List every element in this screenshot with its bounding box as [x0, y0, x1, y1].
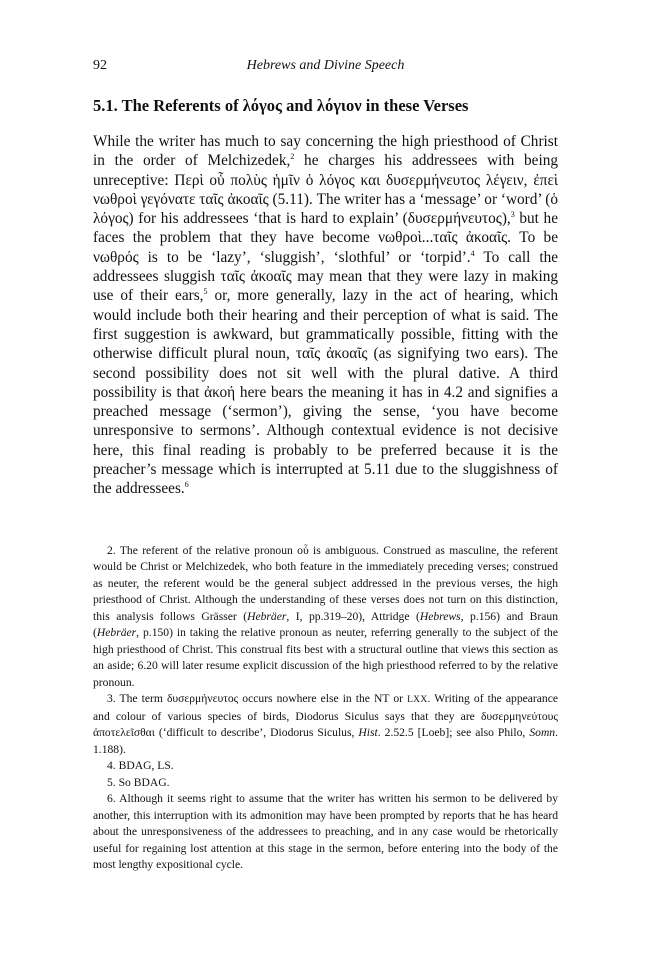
- footnote-text: , p.156) and Braun (: [93, 609, 558, 640]
- running-header: [93, 58, 558, 80]
- page-number: 92: [93, 58, 107, 73]
- footnote-text: , p.150) in taking the relative pronoun as neuter, referring generally to the subject of the high priesthood of Christ. This construal fits best with a structural outline that views this section as an aside; 6.20 will later resume explicit discussion of the high priesthood referred to by the relative pronoun.: [93, 626, 558, 689]
- section-heading: 5.1. The Referents of λόγος and λόγιον in these Verses: [93, 96, 469, 115]
- footnote-italic: Hebräer: [247, 609, 287, 623]
- footnote-text: , I, pp.319–20), Attridge (: [286, 609, 420, 623]
- footnote-italic: Hist: [358, 726, 378, 740]
- footnotes: [93, 543, 558, 874]
- footnote-ref-4: 4: [470, 248, 475, 258]
- footnote-ref-6: 6: [184, 480, 189, 490]
- footnote-4: 4. BDAG, LS.: [107, 759, 174, 773]
- footnote-text: . Writing of the appearance and colour of various species of birds, Diodorus Siculus says that they are δυσερμηνεύτους ἀποτελεῖσθαι (‘difficult to describe’, Diodorus Siculus,: [93, 692, 558, 740]
- body-text: [93, 132, 558, 499]
- body-text-segment: but he faces the problem that they have become νωθροὶ...ταῖς ἀκοαῖς. To be νωθρός is to be ‘lazy’, ‘sluggish’, ‘slothful’ or ‘torpid’.: [93, 210, 558, 266]
- body-text-segment: he charges his addressees with being unreceptive: Περὶ οὗ πολὺς ἡμῖν ὁ λόγος και δυσερμήνευτος λέγειν, ἐπεὶ νωθροὶ γεγόνατε ταῖς ἀκοαῖς (5.11). The writer has a ‘message’ or ‘word’ (ὁ λόγος) for his addressees ‘that is hard to explain’ (δυσερμήνευτος),: [93, 152, 558, 228]
- footnote-2: [93, 543, 558, 692]
- footnote-italic: Hebrews: [419, 609, 461, 623]
- footnote-italic: Somn: [529, 726, 556, 740]
- body-text-segment: While the writer has much to say concerning the high priesthood of Christ in the order of Melchizedek,: [93, 133, 558, 170]
- footnote-ref-2: 2: [290, 152, 295, 162]
- footnote-ref-5: 5: [203, 287, 208, 297]
- body-text-segment: or, more generally, lazy in the act of hearing, which would include both their hearing and their perception of what is said. The first suggestion is awkward, but grammatically possible, fitting with the otherwise difficult plural noun, ταῖς ἀκοαῖς (as signifying two ears). The second possibility does not sit well with the plural dative. A third possibility is that ἀκοή here bears the meaning it has in 4.2 and signifies a preached message (‘sermon’), giving the sense, ‘you have become unresponsive to sermons’. Although contextual evidence is not decisive here, this final reading is probably to be preferred because it is the preacher’s message which is interrupted at 5.11 due to the sluggishness of the addressees.: [93, 287, 558, 498]
- footnote-smallcaps: LXX: [407, 695, 428, 706]
- footnote-5: 5. So BDAG.: [107, 775, 170, 789]
- book-page: [93, 58, 558, 874]
- body-text-segment: To call the addressees sluggish ταῖς ἀκοαῖς may mean that they were lazy in making use of their ears,: [93, 248, 559, 305]
- running-title: Hebrews and Divine Speech: [246, 58, 405, 73]
- footnote-text: . 2.52.5 [Loeb]; see also Philo,: [377, 726, 530, 740]
- footnote-italic: Hebräer: [96, 626, 137, 640]
- body-paragraph: [93, 132, 558, 499]
- footnote-3: [93, 691, 558, 758]
- footnote-text: . 1.188).: [93, 726, 559, 756]
- footnote-ref-3: 3: [510, 210, 515, 220]
- footnote-text: 2. The referent of the relative pronoun οὗ is ambiguous. Construed as masculine, the referent would be Christ or Melchizedek, who both feature in the immediately preceding verses; construed as neuter, the referent would be the general subject addressed in the previous verses, the high priesthood of Christ. Although the understanding of these verses does not turn on this distinction, this analysis follows Grässer (: [93, 543, 558, 623]
- footnote-6: 6. Although it seems right to assume that the writer has written his sermon to be delivered by another, this interruption with its admonition may have been prompted by reports that he has heard about the unresponsiveness of the addressees to preaching, and in any case would be rhetorically useful for regaining lost attention at this stage in the sermon, before entering into the body of the most lengthy expositional cycle.: [93, 792, 558, 872]
- footnote-text: 3. The term δυσερμήνευτος occurs nowhere else in the NT or: [107, 692, 408, 706]
